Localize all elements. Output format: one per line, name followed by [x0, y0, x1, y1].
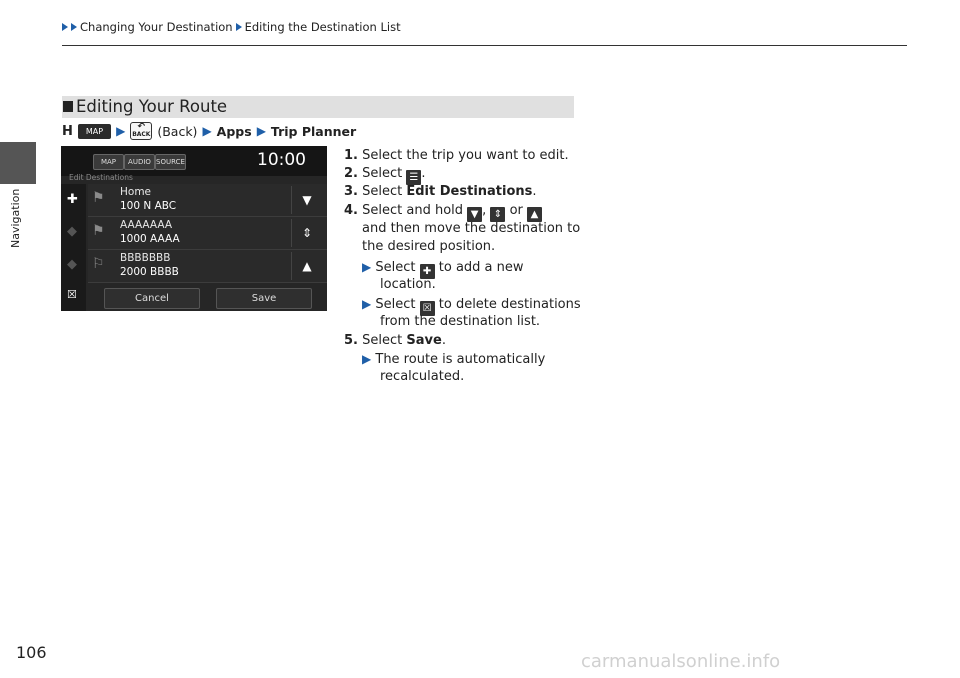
screen-source-button[interactable]: SOURCE	[155, 154, 186, 170]
destination-row[interactable]	[88, 217, 327, 250]
screen-bottom-bar	[88, 284, 327, 311]
breadcrumb-arrow-icon	[71, 23, 77, 31]
add-icon[interactable]: ✚	[67, 192, 78, 207]
destination-address: 2000 BBBB	[120, 266, 179, 278]
destination-name: BBBBBBB	[120, 252, 171, 264]
destination-address: 100 N ABC	[120, 200, 177, 212]
move-up-icon: ▲	[527, 207, 542, 222]
note-arrow-icon: ▶	[362, 260, 372, 274]
screen-clock: 10:00	[257, 150, 306, 170]
trip-planner-label: Trip Planner	[270, 123, 357, 139]
delete-icon[interactable]: ☒	[67, 288, 77, 301]
side-section-label: Navigation	[9, 188, 22, 248]
step-2: 2. Select ☰ .	[344, 166, 426, 183]
back-button-icon: ↶ BACK	[132, 122, 151, 138]
destination-name: Home	[120, 186, 152, 198]
header-rule	[62, 45, 907, 46]
add-icon: ✚	[420, 264, 435, 279]
screen-left-column	[61, 184, 86, 311]
breadcrumb	[62, 20, 401, 34]
delete-icon: ☒	[420, 301, 435, 316]
move-down-icon: ▼	[467, 207, 482, 222]
screen-audio-button[interactable]: AUDIO	[124, 154, 155, 170]
path-arrow-icon: ▶	[202, 124, 212, 138]
breadcrumb-item-changing-destination[interactable]: Changing Your Destination	[80, 20, 233, 34]
row-divider	[291, 252, 292, 280]
step-5-note-cont: recalculated.	[380, 369, 465, 384]
save-button[interactable]: Save	[216, 288, 312, 309]
move-up-down-icon[interactable]: ⇕	[301, 226, 313, 240]
section-title: Editing Your Route	[76, 97, 228, 116]
step-4-note-1: ▶ Select ✚ to add a new	[362, 260, 524, 277]
menu-icon: ☰	[406, 170, 421, 185]
row-divider	[291, 219, 292, 247]
note-arrow-icon: ▶	[362, 297, 372, 311]
page-number: 106	[16, 643, 47, 662]
step-1: 1. Select the trip you want to edit.	[344, 148, 569, 163]
operation-path	[62, 122, 356, 140]
drag-handle-icon: ◆	[67, 257, 77, 272]
step-4-note-1-cont: location.	[380, 277, 436, 292]
back-label: (Back)	[157, 123, 198, 139]
drag-handle-icon: ◆	[67, 224, 77, 239]
checkered-flag-icon: ⚐	[92, 256, 105, 272]
step-5: 5. Select Save.	[344, 333, 446, 348]
watermark: carmanualsonline.info	[581, 651, 781, 672]
move-up-down-icon: ⇕	[490, 207, 505, 222]
screen-title: Edit Destinations	[69, 173, 133, 182]
move-down-icon[interactable]: ▼	[302, 193, 312, 207]
destination-address: 1000 AAAA	[120, 233, 180, 245]
breadcrumb-arrow-icon	[62, 23, 68, 31]
path-arrow-icon: ▶	[116, 124, 126, 138]
destination-name: AAAAAAA	[120, 219, 173, 231]
breadcrumb-item-editing-list[interactable]: Editing the Destination List	[244, 20, 401, 34]
move-up-icon[interactable]: ▲	[302, 259, 312, 273]
cancel-button[interactable]: Cancel	[104, 288, 200, 309]
home-button-icon: H	[62, 123, 73, 139]
destination-row[interactable]	[88, 184, 327, 217]
flag-icon: ⚑	[92, 190, 105, 206]
note-arrow-icon: ▶	[362, 352, 372, 366]
step-3: 3. Select Edit Destinations.	[344, 184, 537, 199]
step-4-line-2: and then move the destination to	[362, 221, 581, 236]
path-arrow-icon: ▶	[256, 124, 266, 138]
row-divider	[291, 186, 292, 214]
breadcrumb-arrow-icon	[236, 23, 242, 31]
section-tab-marker	[0, 142, 36, 184]
step-4-note-2: ▶ Select ☒ to delete destinations	[362, 297, 581, 314]
step-4-line-3: the desired position.	[362, 239, 496, 254]
screen-map-button[interactable]: MAP	[93, 154, 124, 170]
navigation-screen	[61, 146, 327, 311]
step-5-note: ▶ The route is automatically	[362, 352, 546, 367]
flag-icon: ⚑	[92, 223, 105, 239]
destination-row[interactable]	[88, 250, 327, 283]
apps-label: Apps	[216, 123, 252, 139]
section-square-icon	[63, 101, 73, 112]
step-4: 4. Select and hold ▼ , ⇕ or ▲	[344, 202, 542, 222]
step-4-note-2-cont: from the destination list.	[380, 314, 541, 329]
map-button-icon: MAP	[78, 124, 111, 139]
